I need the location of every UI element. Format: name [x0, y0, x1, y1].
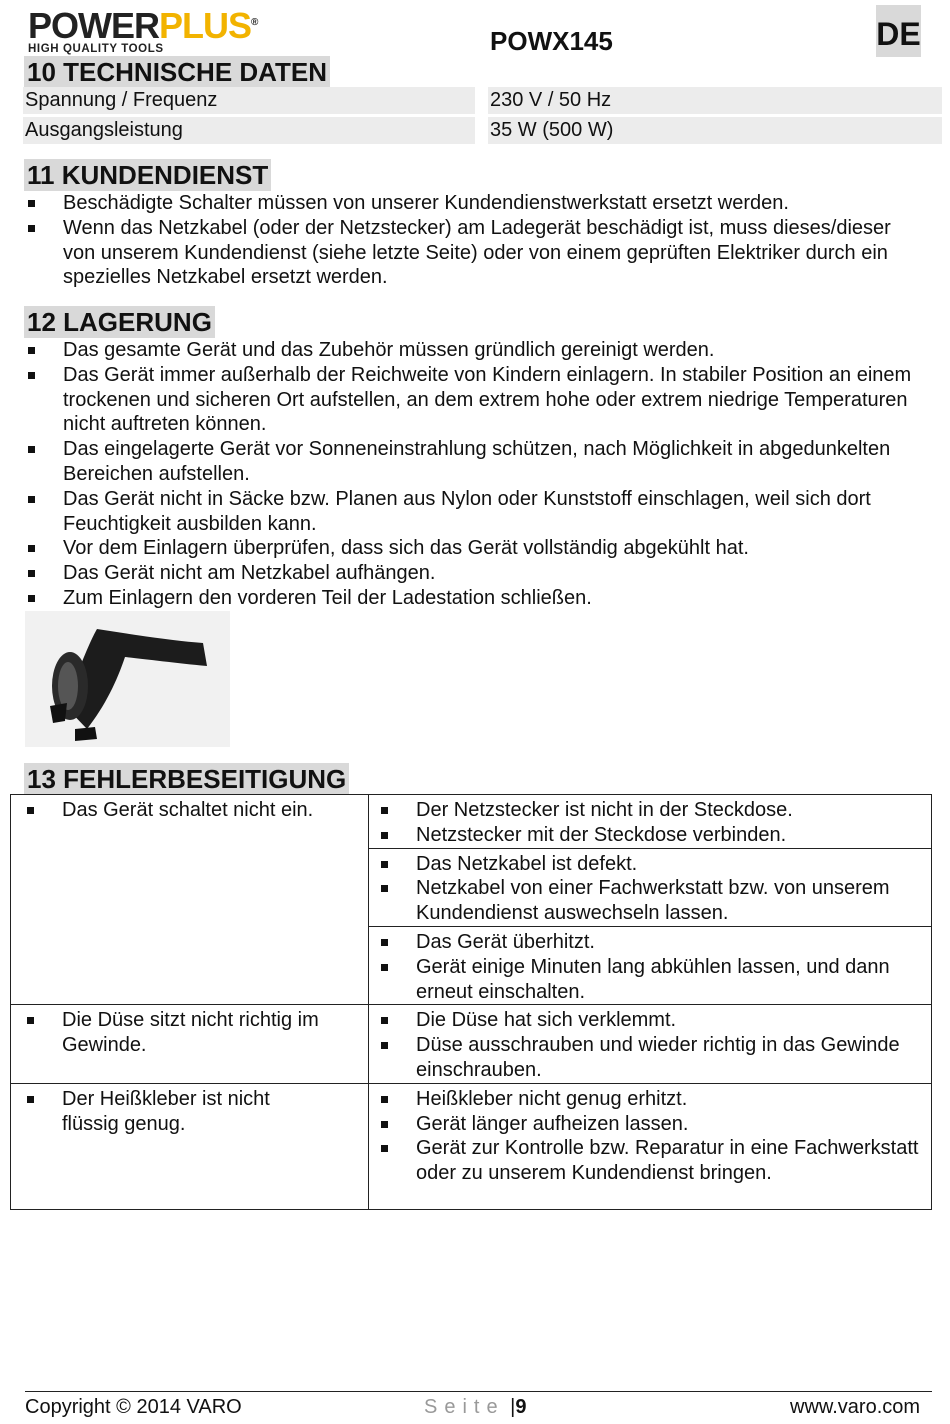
footer-website: www.varo.com	[790, 1396, 921, 1418]
spec-label: Spannung / Frequenz	[23, 87, 475, 114]
cause-cell	[369, 1005, 932, 1083]
remedy-text: Düse ausschrauben und wieder richtig in das Gewinde einschrauben.	[378, 1033, 931, 1083]
cause-cell	[369, 926, 932, 1004]
footer-page	[424, 1396, 526, 1419]
spec-value: 35 W (500 W)	[488, 117, 942, 144]
problem-cell	[11, 795, 369, 1005]
problem-text: Das Gerät schaltet nicht ein.	[24, 798, 368, 823]
brand-logo	[28, 5, 298, 55]
cause-cell	[369, 1083, 932, 1209]
model-number: POWX145	[490, 26, 613, 56]
page-number: 9	[515, 1396, 527, 1418]
footer-divider	[25, 1391, 932, 1392]
logo-tagline: HIGH QUALITY TOOLS	[28, 43, 164, 55]
table-row	[11, 795, 932, 849]
list-item: Das Gerät nicht in Säcke bzw. Planen aus Nylon oder Kunststoff einschlagen, weil sich dort Feuchtigkeit ausbilden kann.	[25, 487, 925, 537]
remedy-text: Netzstecker mit der Steckdose verbinden.	[378, 823, 931, 848]
problem-text: Der Heißkleber ist nicht flüssig genug.	[24, 1087, 324, 1137]
list-item: Das eingelagerte Gerät vor Sonneneinstrahlung schützen, nach Möglichkeit in abgedunkelten Bereichen aufstellen.	[25, 437, 925, 487]
list-item: Das Gerät nicht am Netzkabel aufhängen.	[25, 561, 925, 586]
cause-cell	[369, 795, 932, 849]
page-separator: |	[510, 1396, 516, 1418]
cause-cell	[369, 848, 932, 926]
table-row	[11, 1083, 932, 1209]
remedy-text: Gerät einige Minuten lang abkühlen lassen, und dann erneut einschalten.	[378, 955, 931, 1005]
spec-label: Ausgangsleistung	[23, 117, 475, 144]
service-list	[25, 191, 925, 290]
problem-cell	[11, 1005, 369, 1083]
logo-word-plus: PLUS	[159, 5, 252, 46]
list-item: Wenn das Netzkabel (oder der Netzstecker) am Ladegerät beschädigt ist, muss dieses/dieser von unserem Kundendienst (siehe letzte Seite) oder von einem geprüften Elektriker durch ein spezielles Netzkabel ersetzt werden.	[25, 216, 925, 290]
footer-copyright: Copyright © 2014 VARO	[25, 1396, 242, 1418]
cause-text: Der Netzstecker ist nicht in der Steckdose.	[378, 798, 931, 823]
cause-text: Die Düse hat sich verklemmt.	[378, 1008, 931, 1033]
section-10-heading: 10 TECHNISCHE DATEN	[24, 56, 330, 88]
charging-station-image	[25, 611, 230, 747]
storage-list	[25, 338, 925, 611]
cause-text: Das Gerät überhitzt.	[378, 930, 931, 955]
section-11-heading: 11 KUNDENDIENST	[24, 159, 271, 191]
remedy-text: Gerät zur Kontrolle bzw. Reparatur in eine Fachwerkstatt oder zu unserem Kundendienst bringen.	[378, 1136, 931, 1186]
table-row	[11, 1005, 932, 1083]
troubleshooting-table	[10, 794, 932, 1210]
section-12-heading: 12 LAGERUNG	[24, 306, 215, 338]
logo-registered-mark: ®	[251, 17, 258, 28]
spec-value: 230 V / 50 Hz	[488, 87, 942, 114]
logo-word-power: POWER	[28, 5, 160, 46]
cause-text: Heißkleber nicht genug erhitzt.	[378, 1087, 931, 1112]
page-label: Seite	[424, 1396, 505, 1418]
remedy-text: Netzkabel von einer Fachwerkstatt bzw. von unserem Kundendienst auswechseln lassen.	[378, 876, 931, 926]
list-item: Beschädigte Schalter müssen von unserer Kundendienstwerkstatt ersetzt werden.	[25, 191, 925, 216]
cause-text: Das Netzkabel ist defekt.	[378, 852, 931, 877]
list-item: Das Gerät immer außerhalb der Reichweite von Kindern einlagern. In stabiler Position an einem trockenen und sicheren Ort aufstellen, an dem extrem hohe oder extrem niedrige Temperaturen nicht auftreten können.	[25, 363, 925, 437]
remedy-text: Gerät länger aufheizen lassen.	[378, 1112, 931, 1137]
problem-text: Die Düse sitzt nicht richtig im Gewinde.	[24, 1008, 368, 1058]
language-badge: DE	[876, 5, 921, 57]
list-item: Das gesamte Gerät und das Zubehör müssen gründlich gereinigt werden.	[25, 338, 925, 363]
list-item: Zum Einlagern den vorderen Teil der Ladestation schließen.	[25, 586, 925, 611]
section-13-heading: 13 FEHLERBESEITIGUNG	[24, 763, 349, 795]
problem-cell	[11, 1083, 369, 1209]
list-item: Vor dem Einlagern überprüfen, dass sich das Gerät vollständig abgekühlt hat.	[25, 536, 925, 561]
